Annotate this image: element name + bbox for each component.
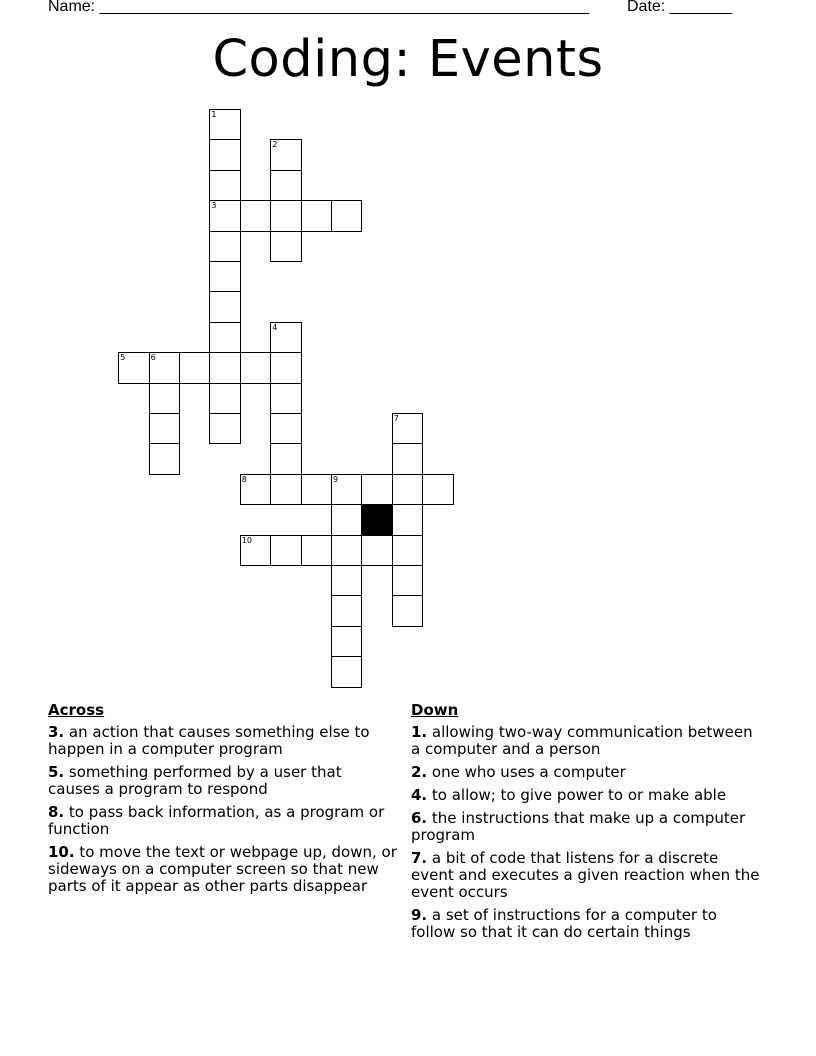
clue-number: 5 (120, 353, 126, 363)
grid-cell[interactable] (149, 443, 180, 474)
down-clue (411, 764, 761, 781)
date-line[interactable]: _______ (669, 0, 732, 15)
date-label: Date: (627, 0, 670, 15)
across-clue (48, 804, 398, 838)
across-clue (48, 764, 398, 798)
grid-cell[interactable] (331, 565, 362, 596)
grid-cell[interactable] (209, 139, 240, 170)
down-clue (411, 810, 761, 844)
grid-cell[interactable] (209, 383, 240, 414)
clue-text: something performed by a user that causes a program to respond (48, 763, 342, 798)
clue-number: 1. (411, 723, 428, 741)
grid-cell[interactable] (422, 474, 453, 505)
grid-cell[interactable] (270, 535, 301, 566)
clue-number: 7. (411, 849, 428, 867)
clue-number: 3 (211, 201, 217, 211)
grid-cell[interactable] (209, 291, 240, 322)
grid-cell[interactable] (301, 474, 332, 505)
grid-cell[interactable] (331, 535, 362, 566)
clue-text: a set of instructions for a computer to follow so that it can do certain things (411, 906, 717, 941)
grid-cell[interactable] (301, 200, 332, 231)
grid-cell[interactable] (118, 352, 149, 383)
clue-text: an action that causes something else to happen in a computer program (48, 723, 370, 758)
clue-text: to pass back information, as a program or function (48, 803, 385, 838)
grid-cell[interactable] (149, 413, 180, 444)
grid-cell[interactable] (209, 170, 240, 201)
grid-cell[interactable] (270, 322, 301, 353)
grid-cell[interactable] (392, 504, 423, 535)
clue-number: 10. (48, 843, 75, 861)
down-clue-list (411, 724, 761, 941)
grid-cell[interactable] (270, 474, 301, 505)
clue-number: 10 (241, 535, 252, 545)
grid-cell[interactable] (240, 535, 271, 566)
grid-cell[interactable] (270, 170, 301, 201)
grid-cell[interactable] (209, 322, 240, 353)
across-clue-list (48, 724, 398, 895)
grid-cell[interactable] (270, 383, 301, 414)
name-line[interactable]: _______________________________________________________ (99, 0, 589, 15)
clue-text: a bit of code that listens for a discrete event and executes a given reaction when the event occurs (411, 849, 760, 901)
grid-cell[interactable] (240, 200, 271, 231)
clue-number: 9 (333, 474, 339, 484)
across-clue (48, 844, 398, 895)
grid-cell[interactable] (392, 565, 423, 596)
clue-text: one who uses a computer (427, 763, 626, 781)
grid-cell[interactable] (270, 443, 301, 474)
grid-cell[interactable] (209, 261, 240, 292)
grid-cell[interactable] (331, 504, 362, 535)
grid-cell[interactable] (270, 413, 301, 444)
grid-cell[interactable] (270, 200, 301, 231)
page-title: Coding: Events (212, 30, 604, 89)
clue-number: 1 (211, 110, 217, 119)
grid-cell[interactable] (209, 413, 240, 444)
clue-number: 3. (48, 723, 65, 741)
grid-cell[interactable] (270, 139, 301, 170)
clue-number: 6 (150, 353, 156, 363)
clue-number: 8 (241, 474, 247, 484)
grid-cell[interactable] (392, 535, 423, 566)
down-clue (411, 787, 761, 804)
grid-cell[interactable] (270, 352, 301, 383)
down-clue (411, 724, 761, 758)
grid-cell[interactable] (392, 474, 423, 505)
clue-text: to allow; to give power to or make able (427, 786, 727, 804)
grid-cell[interactable] (149, 383, 180, 414)
down-clue (411, 850, 761, 901)
clue-number: 8. (48, 803, 65, 821)
clue-number: 4. (411, 786, 428, 804)
grid-cell[interactable] (179, 352, 210, 383)
grid-cell[interactable] (209, 200, 240, 231)
clue-text: to move the text or webpage up, down, or sideways on a computer screen so that new parts of it appear as other parts disappear (48, 843, 397, 895)
grid-cell[interactable] (331, 474, 362, 505)
grid-cell[interactable] (209, 109, 240, 140)
clue-number: 6. (411, 809, 428, 827)
across-heading: Across (48, 701, 105, 719)
grid-cell[interactable] (149, 352, 180, 383)
grid-cell[interactable] (270, 231, 301, 262)
clue-number: 7 (393, 414, 399, 423)
grid-cell[interactable] (331, 656, 362, 687)
grid-cell[interactable] (301, 535, 332, 566)
clue-number: 4 (272, 322, 278, 332)
clue-number: 5. (48, 763, 65, 781)
clue-number: 2 (272, 140, 278, 150)
grid-cell[interactable] (392, 443, 423, 474)
grid-cell[interactable] (331, 626, 362, 657)
name-label: Name: (48, 0, 100, 15)
clue-text: allowing two-way communication between a computer and a person (411, 723, 753, 758)
grid-cell[interactable] (209, 352, 240, 383)
down-clue (411, 907, 761, 941)
grid-cell[interactable] (392, 595, 423, 626)
black-cell (361, 504, 392, 535)
down-clues (411, 701, 761, 947)
grid-cell[interactable] (361, 535, 392, 566)
across-clue (48, 724, 398, 758)
grid-cell[interactable] (331, 595, 362, 626)
grid-cell[interactable] (361, 474, 392, 505)
grid-cell[interactable] (240, 474, 271, 505)
clue-number: 2. (411, 763, 428, 781)
clue-number: 9. (411, 906, 428, 924)
down-heading: Down (411, 701, 459, 719)
grid-cell[interactable] (331, 200, 362, 231)
clue-text: the instructions that make up a computer program (411, 809, 746, 844)
across-clues (48, 701, 398, 901)
grid-cell[interactable] (392, 413, 423, 444)
grid-cell[interactable] (209, 231, 240, 262)
grid-cell[interactable] (240, 352, 271, 383)
